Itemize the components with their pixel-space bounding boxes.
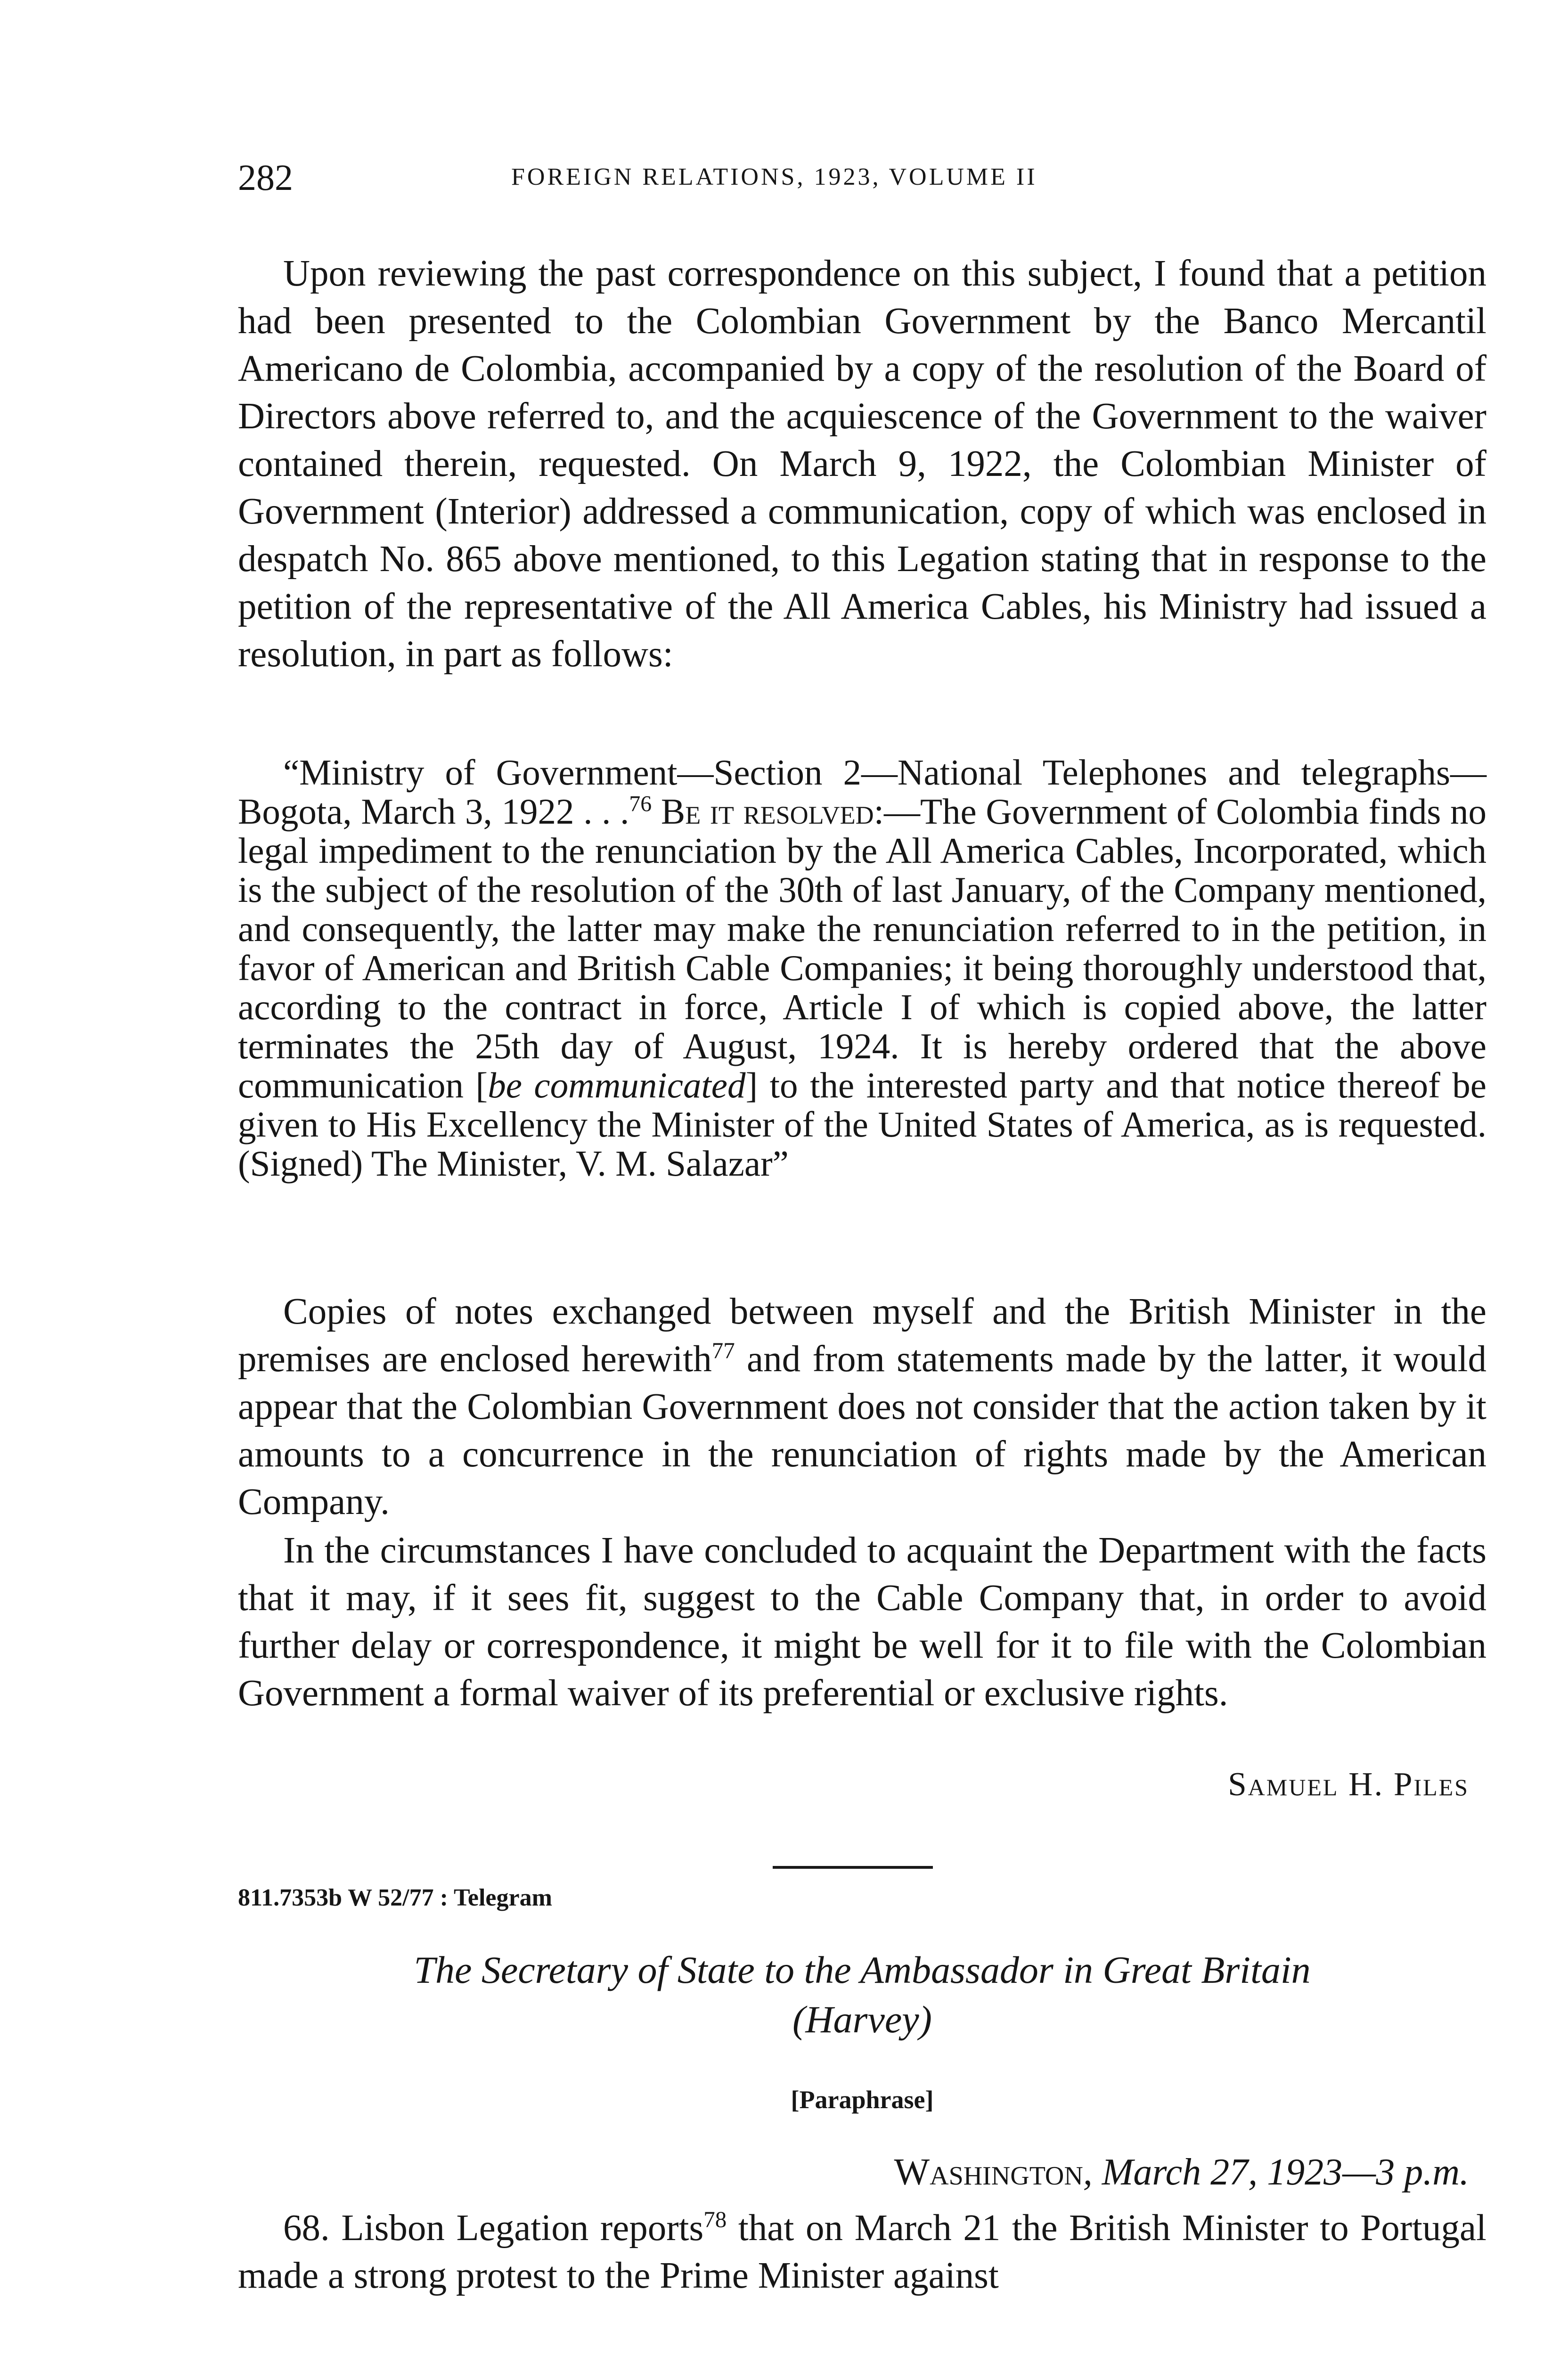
quote-text-3: ] to the interested party and that notice thereof be given to His Excellency the Minister of the United States of America, as is requested. (Signed) The Minister, V. M. Salazar” <box>238 1065 1486 1184</box>
quote-resolved: Be it resolved <box>661 791 874 832</box>
document-title-line-1: The Secretary of State to the Ambassador in Great Britain <box>414 1948 1311 1991</box>
file-reference: 811.7353b W 52/77 : Telegram <box>238 1884 552 1911</box>
telegram-text-2: that on March 21 the British Minister to Portugal made a strong protest to the Prime Minister against <box>238 2208 1486 2296</box>
quote-text-1: “Ministry of Government—Section 2—National Telephones and telegraphs—Bogota, March 3, 1922 . . . <box>238 752 1486 832</box>
section-divider <box>773 1866 933 1869</box>
para2-text-1: Copies of notes exchanged between myself and the British Minister in the premises are enclosed herewith <box>238 1291 1486 1380</box>
dateline <box>894 2151 1469 2194</box>
body-paragraph-2 <box>238 1288 1486 1526</box>
telegram-text-1: 68. Lisbon Legation reports <box>283 2208 704 2249</box>
quoted-resolution <box>238 753 1486 1183</box>
page-number: 282 <box>238 157 293 198</box>
footnote-ref-76: 76 <box>629 791 652 817</box>
quote-text-2: :—The Government of Colombia finds no legal impediment to the renunciation by the All America Cables, Incorporated, which is the subject of the resolution of the 30th of last January, of the Company mentioned, and consequently, the latter may make the renunciation referred to in the petition, in favor of American and British Cable Companies; it being thoroughly understood that, according to the contract in force, Article I of which is copied above, the latter terminates the 25th day of August, 1924. It is hereby ordered that the above communication [ <box>238 791 1487 1105</box>
signature: Samuel H. Piles <box>1228 1766 1469 1803</box>
running-head: FOREIGN RELATIONS, 1923, VOLUME II <box>511 164 1037 190</box>
footnote-ref-78: 78 <box>703 2206 727 2233</box>
body-paragraph-1: Upon reviewing the past correspondence on this subject, I found that a petition had been presented to the Colombian Government by the Banco Mercantil Americano de Colombia, accompanied by a copy of the resolution of the Board of Directors above referred to, and the acquiescence of the Government to the waiver contained therein, requested. On March 9, 1922, the Colombian Minister of Government (Interior) addressed a communication, copy of which was enclosed in despatch No. 865 above mentioned, to this Legation stating that in response to the petition of the representative of the All America Cables, his Ministry had issued a resolution, in part as follows: <box>238 253 1486 675</box>
dateline-place: Washington <box>894 2151 1083 2193</box>
telegram-paragraph <box>238 2204 1486 2299</box>
body-paragraph-3: In the circumstances I have concluded to acquaint the Department with the facts that it may, if it sees fit, suggest to the Cable Company that, in order to avoid further delay or correspondence, it might be well for it to file with the Colombian Government a formal waiver of its preferential or exclusive rights. <box>238 1530 1486 1714</box>
dateline-date: , March 27, 1923—3 p.m. <box>1083 2151 1469 2193</box>
document-title-line-2: (Harvey) <box>792 1998 932 2041</box>
paraphrase-label: [Paraphrase] <box>791 2086 934 2114</box>
para2-text-2: and from statements made by the latter, it would appear that the Colombian Government does not consider that the action taken by it amounts to a concurrence in the renunciation of rights made by the American Company. <box>238 1339 1486 1522</box>
quote-insert: be communicated <box>488 1065 746 1105</box>
footnote-ref-77: 77 <box>711 1337 735 1364</box>
